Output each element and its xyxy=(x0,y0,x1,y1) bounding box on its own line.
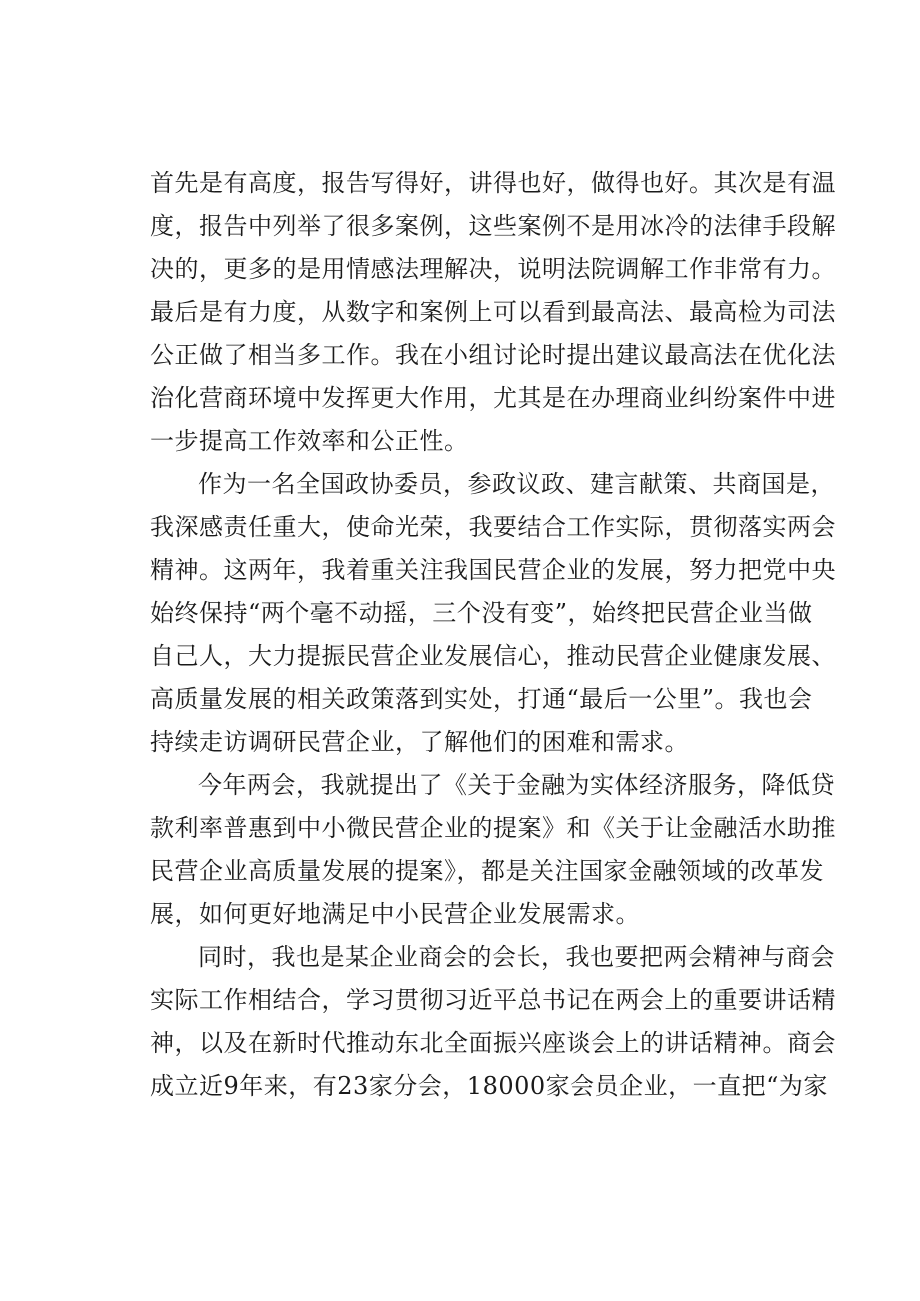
paragraph-3 xyxy=(150,764,836,936)
text-line: 最后是有力度，从数字和案例上可以看到最高法、最高检为司法 xyxy=(150,298,836,326)
paragraph-1 xyxy=(150,162,836,463)
text-line: 始终保持“两个毫不动摇，三个没有变”，始终把民营企业当做 xyxy=(150,599,813,627)
text-line: 民营企业高质量发展的提案》，都是关注国家金融领域的改革发 xyxy=(150,857,824,885)
text-line: 首先是有高度，报告写得好，讲得也好，做得也好。其次是有温 xyxy=(150,169,836,197)
text-line: 作为一名全国政协委员，参政议政、建言献策、共商国是， xyxy=(198,470,835,498)
paragraph-2 xyxy=(150,463,836,764)
text-line: 实际工作相结合，学习贯彻习近平总书记在两会上的重要讲话精 xyxy=(150,986,836,1014)
text-line: 自己人，大力提振民营企业发展信心，推动民营企业健康发展、 xyxy=(150,642,836,670)
text-line: 治化营商环境中发挥更大作用，尤其是在办理商业纠纷案件中进 xyxy=(150,384,836,412)
text-line: 款利率普惠到中小微民营企业的提案》和《关于让金融活水助推 xyxy=(150,814,836,842)
text-line: 成立近9年来，有23家分会，18000家会员企业，一直把“为家 xyxy=(150,1072,828,1100)
text-line: 持续走访调研民营企业，了解他们的困难和需求。 xyxy=(150,728,689,756)
text-line: 精神。这两年，我着重关注我国民营企业的发展，努力把党中央 xyxy=(150,556,836,584)
text-line: 一步提高工作效率和公正性。 xyxy=(150,427,469,455)
text-line: 我深感责任重大，使命光荣，我要结合工作实际，贯彻落实两会 xyxy=(150,513,836,541)
text-line: 高质量发展的相关政策落到实处，打通“最后一公里”。我也会 xyxy=(150,685,813,713)
text-line: 同时，我也是某企业商会的会长，我也要把两会精神与商会 xyxy=(198,943,835,971)
text-line: 决的，更多的是用情感法理解决，说明法院调解工作非常有力。 xyxy=(150,255,836,283)
text-line: 今年两会，我就提出了《关于金融为实体经济服务，降低贷 xyxy=(198,771,835,799)
document-body xyxy=(150,162,836,1108)
text-line: 度，报告中列举了很多案例，这些案例不是用冰冷的法律手段解 xyxy=(150,212,836,240)
text-line: 神，以及在新时代推动东北全面振兴座谈会上的讲话精神。商会 xyxy=(150,1029,836,1057)
paragraph-4 xyxy=(150,936,836,1108)
text-line: 展，如何更好地满足中小民营企业发展需求。 xyxy=(150,900,640,928)
text-line: 公正做了相当多工作。我在小组讨论时提出建议最高法在优化法 xyxy=(150,341,836,369)
